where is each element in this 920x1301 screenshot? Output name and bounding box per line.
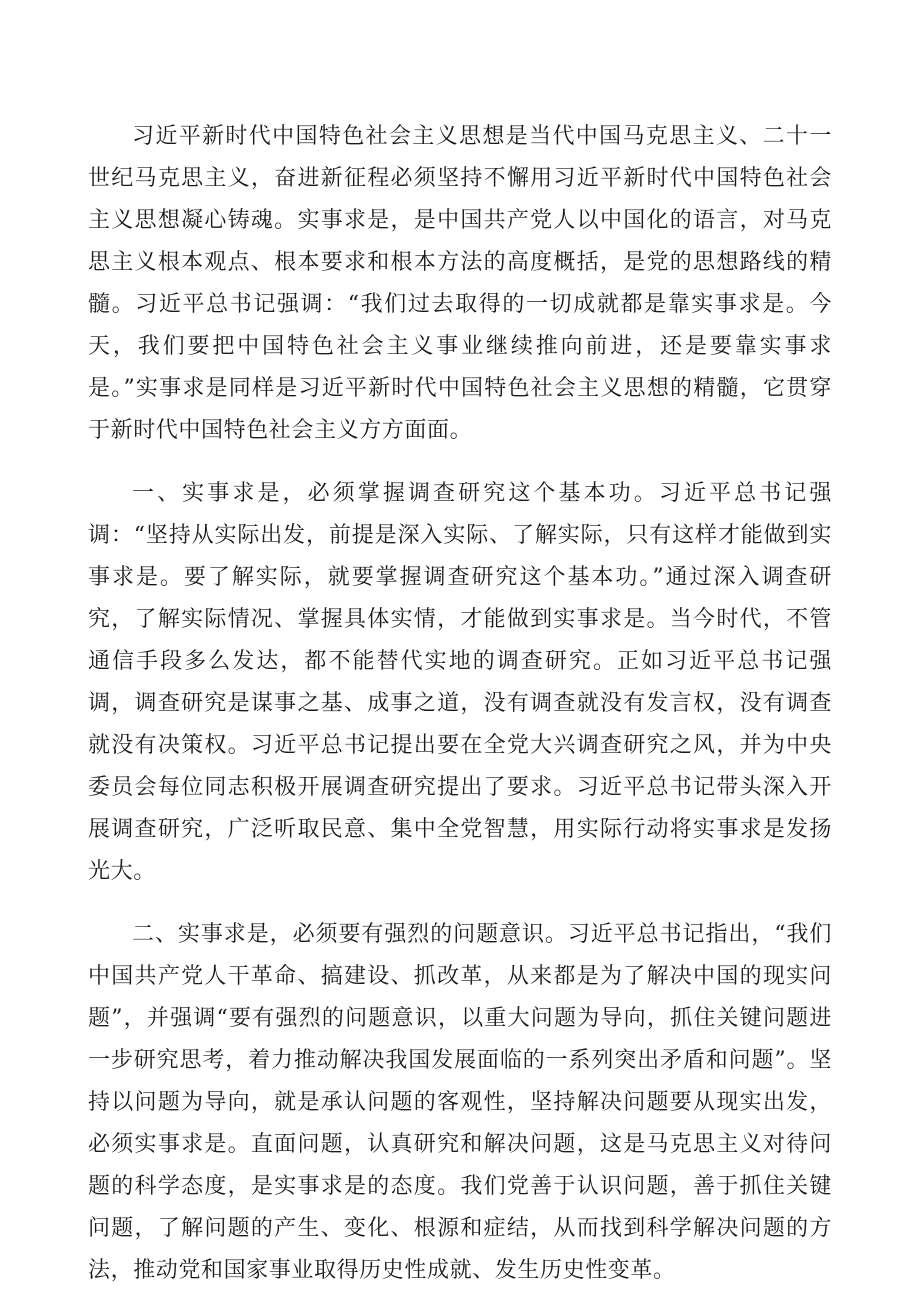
document-body bbox=[88, 116, 832, 1292]
section-one-paragraph: 一、实事求是，必须掌握调查研究这个基本功。习近平总书记强调：“坚持从实际出发，前提是深入实际、了解实际，只有这样才能做到实事求是。要了解实际，就要掌握调查研究这个基本功。”通过深入调查研究，了解实际情况、掌握具体实情，才能做到实事求是。当今时代，不管通信手段多么发达，都不能替代实地的调查研究。正如习近平总书记强调，调查研究是谋事之基、成事之道，没有调查就没有发言权，没有调查就没有决策权。习近平总书记提出要在全党大兴调查研究之风，并为中央委员会每位同志积极开展调查研究提出了要求。习近平总书记带头深入开展调查研究，广泛听取民意、集中全党智慧，用实际行动将实事求是发扬光大。 bbox=[88, 481, 832, 884]
section-two-paragraph: 二、实事求是，必须要有强烈的问题意识。习近平总书记指出，“我们中国共产党人干革命、搞建设、抓改革，从来都是为了解决中国的现实问题”，并强调“要有强烈的问题意识，以重大问题为导向，抓住关键问题进一步研究思考，着力推动解决我国发展面临的一系列突出矛盾和问题”。坚持以问题为导向，就是承认问题的客观性，坚持解决问题要从现实出发，必须实事求是。直面问题，认真研究和解决问题，这是马克思主义对待问题的科学态度，是实事求是的态度。我们党善于认识问题，善于抓住关键问题，了解问题的产生、变化、根源和症结，从而找到科学解决问题的方法，推动党和国家事业取得历史性成就、发生历史性变革。 bbox=[88, 922, 832, 1283]
intro-paragraph: 习近平新时代中国特色社会主义思想是当代中国马克思主义、二十一世纪马克思主义，奋进新征程必须坚持不懈用习近平新时代中国特色社会主义思想凝心铸魂。实事求是，是中国共产党人以中国化的语言，对马克思主义根本观点、根本要求和根本方法的高度概括，是党的思想路线的精髓。习近平总书记强调：“我们过去取得的一切成就都是靠实事求是。今天，我们要把中国特色社会主义事业继续推向前进，还是要靠实事求是。”实事求是同样是习近平新时代中国特色社会主义思想的精髓，它贯穿于新时代中国特色社会主义方方面面。 bbox=[88, 124, 832, 443]
